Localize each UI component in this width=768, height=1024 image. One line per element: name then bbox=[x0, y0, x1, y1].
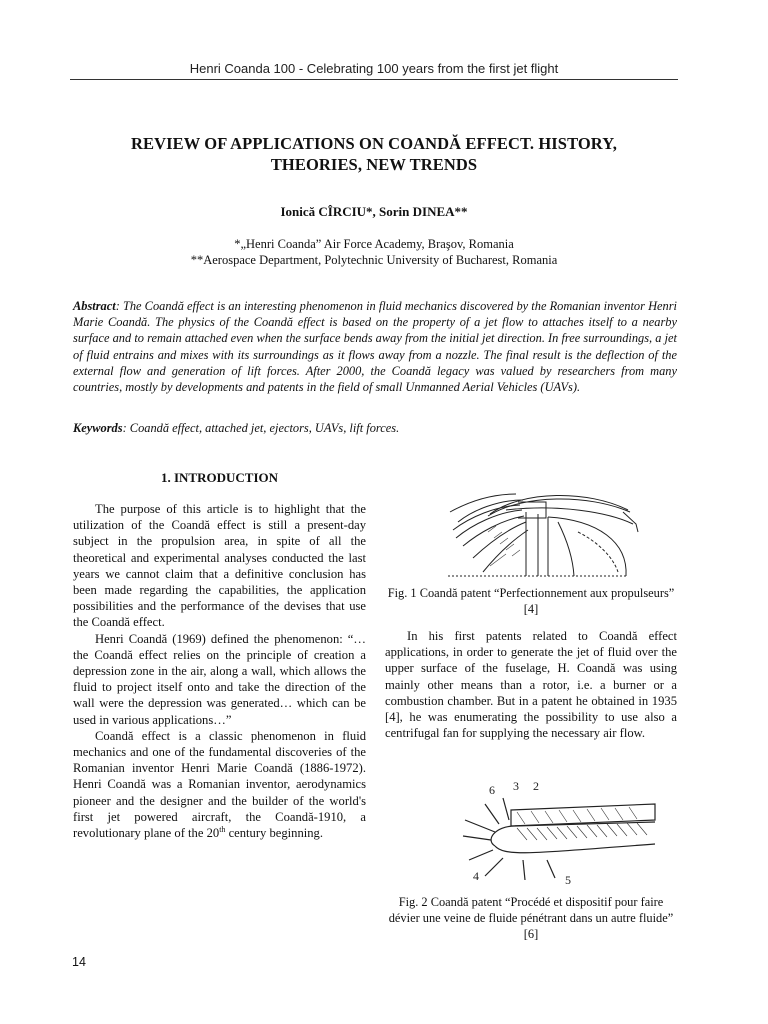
paragraph-3-tail: century beginning. bbox=[225, 826, 323, 841]
left-column bbox=[73, 470, 366, 841]
page-number: 14 bbox=[72, 955, 86, 969]
keywords-text: : Coandă effect, attached jet, ejectors, UAVs, lift forces. bbox=[122, 421, 400, 435]
abstract bbox=[73, 298, 677, 395]
paragraph-2: Henri Coandă (1969) defined the phenomenon: “… the Coandă effect relies on the principle of creation a depression zone in the air, along a wall, which allows the fluid to project itself onto and take the direction of the wall were the depression was generated… which can be used in various applications…” bbox=[73, 631, 366, 727]
figure-1-drawing bbox=[428, 472, 648, 580]
right-paragraph: In his first patents related to Coandă effect applications, in order to generate the jet of fluid over the upper surface of the fuselage, H. Coandă was using mainly other means than a rotor, i.e. a burner or a combustion chamber. But in a patent he obtained in 1935 [4], he was enumerating the possibility to use also a centrifugal fan for supplying the necessary air flow. bbox=[385, 629, 677, 741]
affiliation-2: **Aerospace Department, Polytechnic University of Bucharest, Romania bbox=[190, 253, 558, 267]
abstract-label: Abstract bbox=[73, 299, 116, 313]
fig2-label-6: 6 bbox=[489, 783, 495, 797]
paper-title bbox=[90, 133, 658, 175]
figure-2-drawing bbox=[455, 780, 683, 888]
title-line-1: REVIEW OF APPLICATIONS ON COANDĂ EFFECT. HISTORY, bbox=[131, 134, 617, 153]
paragraph-3 bbox=[73, 728, 366, 841]
section-heading: 1. INTRODUCTION bbox=[160, 470, 278, 485]
authors: Ionică CÎRCIU*, Sorin DINEA** bbox=[280, 204, 468, 219]
affiliations bbox=[70, 236, 678, 268]
superscript-th: th bbox=[219, 824, 226, 834]
keywords-label: Keywords bbox=[73, 421, 123, 435]
fig2-label-4: 4 bbox=[473, 869, 479, 883]
title-line-2: THEORIES, NEW TRENDS bbox=[270, 155, 478, 174]
paragraph-1: The purpose of this article is to highlight that the utilization of the Coandă effect is still a present-day subject in the propulsion area, in spite of all the theoretical and experimental analyses conducted the last years we cannot claim that a definitive conclusion has been made regarding the capabilities, the application possibilities and the performance of the devises that use the Coandă effect. bbox=[73, 502, 366, 630]
figure-1-caption: Fig. 1 Coandă patent “Perfectionnement aux propulseurs” [4] bbox=[387, 586, 675, 616]
header-rule bbox=[70, 79, 678, 80]
fig2-label-3: 3 bbox=[513, 780, 519, 793]
affiliation-1: *„Henri Coanda” Air Force Academy, Braşov, Romania bbox=[234, 237, 514, 251]
paragraph-3-text: Coandă effect is a classic phenomenon in fluid mechanics and one of the fundamental discoveries of the Romanian inventor Henri Marie Coandă (1886-1972). Henri Coandă was a Romanian inventor, aerodynamics pioneer and the designer and the builder of the world's first jet powered aircraft, the Coandă-1910, a revolutionary plane of the 20 bbox=[73, 728, 366, 841]
figure-2-caption: Fig. 2 Coandă patent “Procédé et dispositif pour faire dévier une veine de fluide pénétrant dans un autre fluide” [6] bbox=[388, 895, 674, 941]
keywords bbox=[73, 421, 677, 436]
fig2-label-2: 2 bbox=[533, 780, 539, 793]
fig2-label-5: 5 bbox=[565, 873, 571, 887]
running-header: Henri Coanda 100 - Celebrating 100 years from the first jet flight bbox=[189, 61, 559, 76]
abstract-text: : The Coandă effect is an interesting phenomenon in fluid mechanics discovered by the Romanian inventor Henri Marie Coandă. The physics of the Coandă effect is based on the property of a jet flow to attaches itself to a nearby surface and to remain attached even when the surface bends away from the initial jet direction. In free surroundings, a jet of fluid entrains and mixes with its surroundings as it flows away from a nozzle. The final result is the deflection of the external flow and generation of lift forces. After 2000, the Coandă legacy was valued by researchers from many countries, mostly by developments and patents in the field of small Unmanned Aerial Vehicles (UAVs). bbox=[73, 299, 677, 395]
